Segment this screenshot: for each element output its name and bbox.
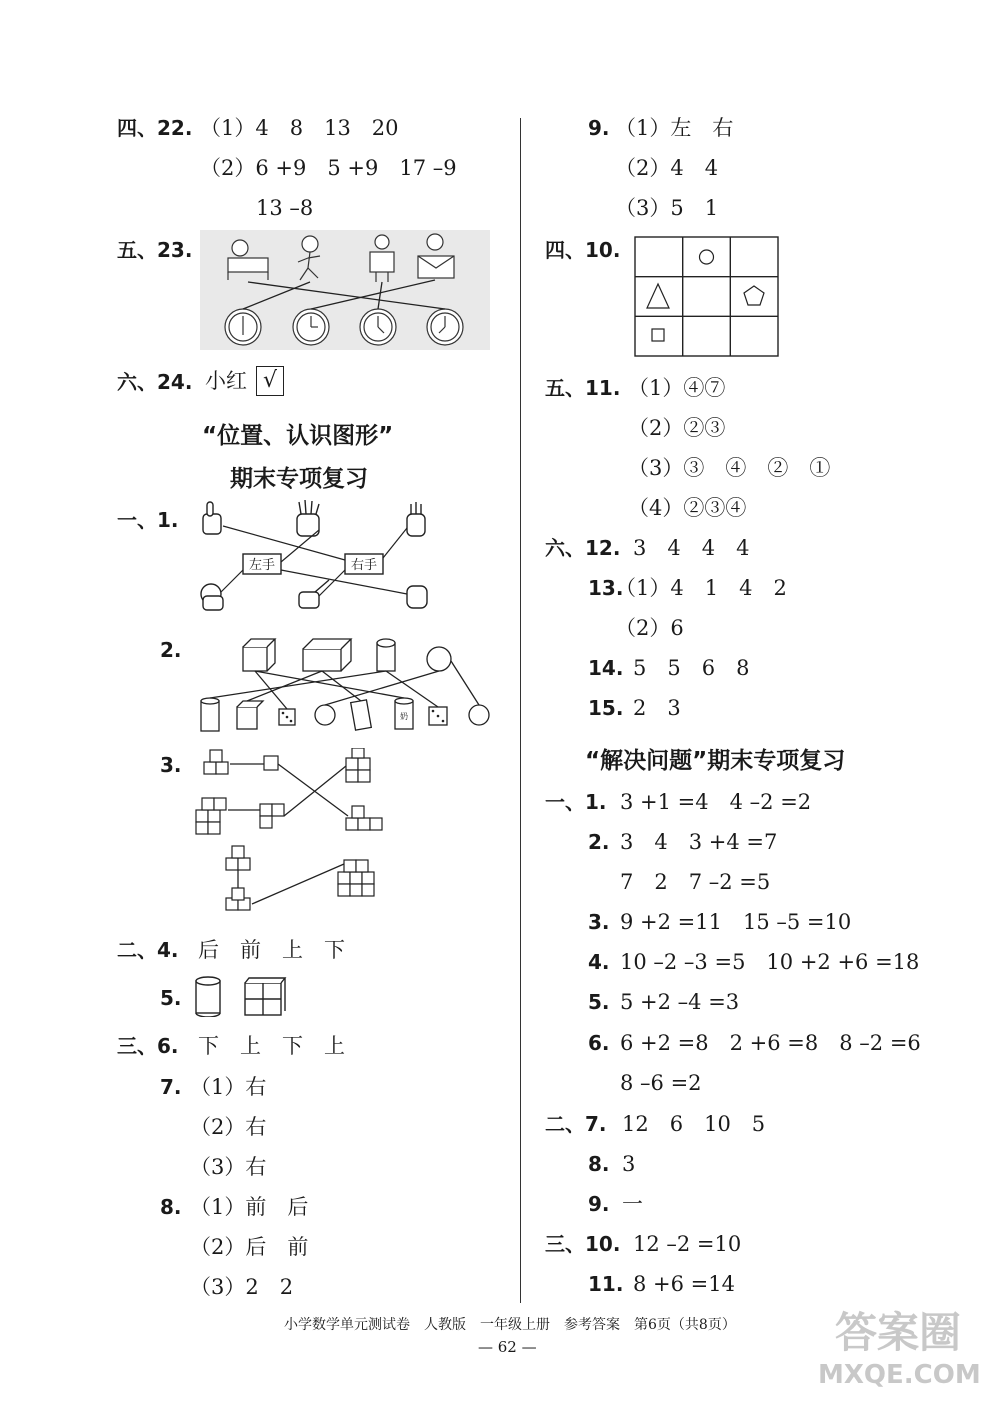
s3-label: 3. [160,753,182,777]
q13-line-2: （2）6 [615,616,684,640]
p2-line-1: 3 4 3 +4 =7 [620,830,778,854]
q14-label: 14. [588,656,624,680]
q11-label: 五、11. [545,376,621,400]
q14-text: 5 5 6 8 [633,656,750,680]
q24-text: 小红 [205,369,247,393]
p6-line-2: 8 –6 =2 [620,1071,702,1095]
q13-line-1: （1）4 1 4 2 [615,576,787,600]
s7-line-3: （3）右 [190,1155,267,1179]
sphere-icon [427,647,451,671]
s7-line-1: （1）右 [190,1075,267,1099]
q22-line-3: 13 –8 [256,196,314,220]
s8-line-1: （1）前 后 [190,1195,309,1219]
q11-line-1: （1）④⑦ [628,376,726,400]
block-stack-icon [346,806,382,830]
q23-matching-figure [200,230,490,350]
s7-line-2: （2）右 [190,1115,267,1139]
clock-icon [225,309,261,345]
p7-text: 12 6 10 5 [622,1112,766,1136]
s8-label: 8. [160,1195,182,1219]
p11-label: 11. [588,1272,624,1296]
cylinder-icon [377,639,395,671]
clock-icon [427,309,463,345]
s2-solids-figure [195,635,495,735]
p10-text: 12 –2 =10 [633,1232,742,1256]
fist-hand-icon [407,586,427,608]
q13-label: 13. [588,576,624,600]
cylinder-icon [196,977,220,1017]
q10-label: 四、10. [545,238,621,262]
q11-line-3: （3）③ ④ ② ① [628,456,831,480]
thumbs-up-hand-icon [203,502,221,534]
p7-label: 二、7. [545,1112,607,1136]
p8-label: 8. [588,1152,610,1176]
q11-line-4: （4）②③④ [628,496,747,520]
q24-checkbox: √ [256,366,284,396]
cuboid-icon [303,639,351,671]
s1-label: 一、1. [117,508,179,532]
q22-label: 四、22. [117,116,193,140]
book-icon [351,700,372,730]
q22-line-1: （1）4 8 13 20 [200,116,399,140]
p6-label: 6. [588,1031,610,1055]
block-stack-icon [204,750,278,774]
s8-line-2: （2）后 前 [190,1235,309,1259]
p5-text: 5 +2 –4 =3 [620,990,740,1014]
p6-line-1: 6 +2 =8 2 +6 =8 8 –2 =6 [620,1031,921,1055]
s5-figure [193,975,288,1017]
s5-label: 5. [160,986,182,1010]
s2-label: 2. [160,638,182,662]
block-stack-icon [346,748,370,782]
q12-label: 六、12. [545,536,621,560]
s4-label: 二、4. [117,938,179,962]
p8-text: 3 [622,1152,636,1176]
p4-label: 4. [588,950,610,974]
s6-label: 三、6. [117,1034,179,1058]
p3-text: 9 +2 =11 15 –5 =10 [620,910,852,934]
q15-label: 15. [588,696,624,720]
triangle-icon [647,284,669,308]
section-title-problems: “解决问题”期末专项复习 [585,748,846,774]
left-hand-box-label: 左手 [248,558,276,573]
cube-icon [243,639,275,671]
p11-text: 8 +6 =14 [633,1272,735,1296]
box-icon [237,701,263,729]
section-subtitle-shapes: 期末专项复习 [230,466,368,492]
glass-icon [201,698,219,731]
matching-lines [228,764,348,904]
square-icon [652,329,664,341]
clock-icon [293,309,329,345]
section-title-shapes: “位置、认识图形” [202,423,394,449]
s3-blocks-figure [190,748,390,923]
footer-line: 小学数学单元测试卷 人教版 一年级上册 参考答案 第6页（共8页） [284,1317,736,1333]
p5-label: 5. [588,990,610,1014]
q10-grid-figure [634,236,780,358]
can-label: 奶 [400,712,408,721]
p4-text: 10 –2 –3 =5 10 +2 +6 =18 [620,950,920,974]
q12-text: 3 4 4 4 [633,536,750,560]
column-divider [520,118,521,1303]
soccer-ball-icon [469,705,489,725]
p1-text: 3 +1 =4 4 –2 =2 [620,790,812,814]
circle-icon [700,250,714,264]
raised-hand-icon [407,502,425,536]
p3-label: 3. [588,910,610,934]
pointing-hand-icon [299,580,329,608]
q9-label: 9. [588,116,610,140]
ok-hand-icon [201,584,223,610]
block-stack-icon [338,860,374,896]
q9-line-2: （2）4 4 [615,156,719,180]
q15-text: 2 3 [633,696,681,720]
page-number: — 62 — [478,1338,537,1356]
s4-text: 后 前 上 下 [198,938,345,962]
clock-icon [360,309,396,345]
open-hand-icon [297,500,319,536]
s7-label: 7. [160,1075,182,1099]
cube-grid-icon [245,978,285,1015]
ball-icon [315,705,335,725]
q23-label: 五、23. [117,238,193,262]
q22-line-2: （2）6 +9 5 +9 17 –9 [200,156,457,180]
q9-line-3: （3）5 1 [615,196,719,220]
s8-line-3: （3）2 2 [190,1275,294,1299]
watermark-logo: 答案圈 [835,1308,962,1357]
right-hand-box-label: 右手 [350,558,378,573]
p9-label: 9. [588,1192,610,1216]
s6-text: 下 上 下 上 [198,1034,345,1058]
p1-label: 一、1. [545,790,607,814]
p10-label: 三、10. [545,1232,621,1256]
pentagon-icon [744,286,764,305]
q11-line-2: （2）②③ [628,416,726,440]
p9-text: 一 [622,1192,643,1216]
p2-label: 2. [588,830,610,854]
q24-label: 六、24. [117,370,193,394]
s1-hands-figure [195,500,440,620]
p2-line-2: 7 2 7 –2 =5 [620,870,771,894]
watermark-url: MXQE.COM [818,1360,981,1390]
q9-line-1: （1）左 右 [615,116,734,140]
block-stack-icon [196,798,284,834]
